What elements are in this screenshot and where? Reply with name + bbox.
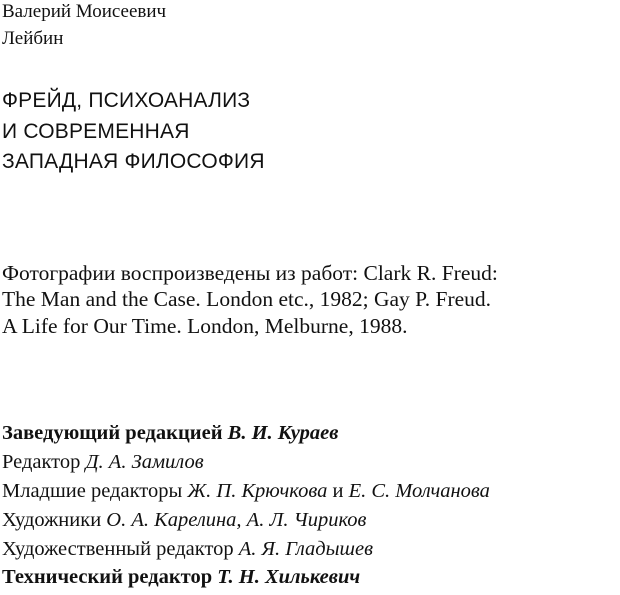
photo-source-line-1: Фотографии воспроизведены из работ: Clark R. Freud: xyxy=(2,261,498,285)
credit-art-editor xyxy=(2,539,373,560)
credit-role: Редактор xyxy=(2,451,81,473)
credit-person: Е. С. Молчанова xyxy=(348,480,490,502)
credit-tech-editor xyxy=(2,567,360,588)
credit-role: Заведующий редакцией xyxy=(2,422,223,444)
credit-person: В. И. Кураев xyxy=(227,422,339,444)
author-first-name: Валерий Моисеевич xyxy=(2,1,167,22)
credit-artists xyxy=(2,510,366,531)
photo-source-line-3: A Life for Our Time. London, Melburne, 1988. xyxy=(2,314,408,338)
credit-editor xyxy=(2,452,204,473)
credit-person: Т. Н. Хилькевич xyxy=(217,566,361,588)
credit-person: Ж. П. Крючкова xyxy=(187,480,328,502)
photo-source-line-2: The Man and the Case. London etc., 1982; Gay P. Freud. xyxy=(2,287,492,311)
credit-person: А. Я. Гладышев xyxy=(238,538,374,560)
credit-person: Д. А. Замилов xyxy=(85,451,204,473)
book-title-line-1: ФРЕЙД, ПСИХОАНАЛИЗ xyxy=(2,89,251,112)
credit-role: Художественный редактор xyxy=(2,538,234,560)
book-title-line-3: ЗАПАДНАЯ ФИЛОСОФИЯ xyxy=(2,150,265,173)
credit-role: Технический редактор xyxy=(2,566,213,588)
credit-role: Младшие редакторы xyxy=(2,480,183,502)
credit-head-editor xyxy=(2,423,338,444)
book-title-line-2: И СОВРЕМЕННАЯ xyxy=(2,120,190,143)
credit-person: О. А. Карелина, А. Л. Чириков xyxy=(106,509,367,531)
credit-junior-editors xyxy=(2,481,490,502)
credit-role: Художники xyxy=(2,509,102,531)
credit-conjunction: и xyxy=(332,480,344,502)
author-last-name: Лейбин xyxy=(2,28,64,49)
